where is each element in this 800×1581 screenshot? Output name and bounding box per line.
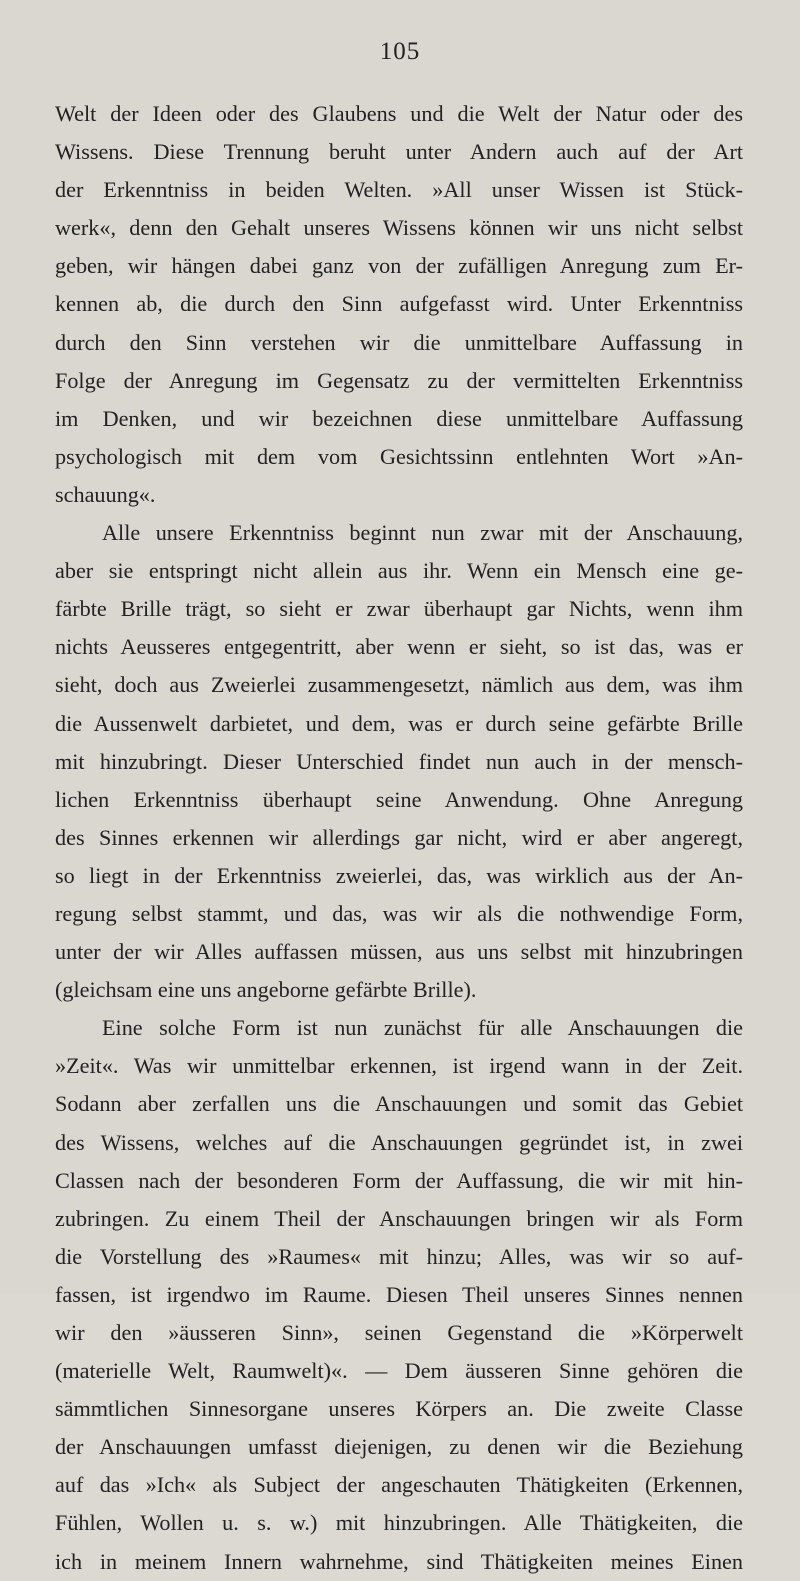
text-line: der Erkenntniss in beiden Welten. »All unser Wissen ist Stück- (55, 177, 743, 203)
text-line: Folge der Anregung im Gegensatz zu der vermittelten Erkenntniss (55, 367, 743, 393)
text-line: (materielle Welt, Raumwelt)«. — Dem äusseren Sinne gehören die (55, 1358, 743, 1384)
text-line: lichen Erkenntniss überhaupt seine Anwendung. Ohne Anregung (55, 786, 743, 812)
text-line: kennen ab, die durch den Sinn aufgefasst wird. Unter Erkenntniss (55, 291, 743, 317)
text-line: regung selbst stammt, und das, was wir als die nothwendige Form, (55, 900, 743, 926)
text-line: Fühlen, Wollen u. s. w.) mit hinzubringen. Alle Thätigkeiten, die (55, 1510, 743, 1536)
text-line: werk«, denn den Gehalt unseres Wissens können wir uns nicht selbst (55, 215, 743, 241)
text-line: des Wissens, welches auf die Anschauungen gegründet ist, in zwei (55, 1129, 743, 1155)
text-line: geben, wir hängen dabei ganz von der zufälligen Anregung zum Er- (55, 253, 743, 279)
text-line: fassen, ist irgendwo im Raume. Diesen Theil unseres Sinnes nennen (55, 1281, 743, 1307)
text-line: schauung«. (55, 481, 156, 507)
body-text (55, 95, 743, 1581)
text-line: der Anschauungen umfasst diejenigen, zu denen wir die Beziehung (55, 1434, 743, 1460)
text-line: Wissens. Diese Trennung beruht unter Andern auch auf der Art (55, 139, 743, 165)
page-number: 105 (379, 38, 421, 65)
text-line: wir den »äusseren Sinn», seinen Gegenstand die »Körperwelt (55, 1320, 743, 1345)
text-line: ich in meinem Innern wahrnehme, sind Thätigkeiten meines Einen (55, 1548, 743, 1574)
text-line: so liegt in der Erkenntniss zweierlei, das, was wirklich aus der An- (55, 862, 743, 888)
text-line: sieht, doch aus Zweierlei zusammengesetzt, nämlich aus dem, was ihm (55, 672, 743, 698)
text-line: unter der wir Alles auffassen müssen, aus uns selbst mit hinzubringen (55, 939, 743, 965)
text-line: Eine solche Form ist nun zunächst für alle Anschauungen die (102, 1015, 743, 1041)
text-line: zubringen. Zu einem Theil der Anschauungen bringen wir als Form (55, 1205, 743, 1231)
text-line: durch den Sinn verstehen wir die unmittelbare Auffassung in (55, 329, 743, 355)
text-line: mit hinzubringt. Dieser Unterschied findet nun auch in der mensch- (55, 748, 743, 774)
text-line: (gleichsam eine uns angeborne gefärbte Brille). (55, 977, 477, 1003)
text-line: Classen nach der besonderen Form der Auffassung, die wir mit hin- (55, 1167, 743, 1193)
text-line: nichts Aeusseres entgegentritt, aber wenn er sieht, so ist das, was er (55, 634, 743, 660)
text-line: die Aussenwelt darbietet, und dem, was er durch seine gefärbte Brille (55, 710, 743, 736)
text-line: die Vorstellung des »Raumes« mit hinzu; Alles, was wir so auf- (55, 1243, 743, 1269)
text-line: psychologisch mit dem vom Gesichtssinn entlehnten Wort »An- (55, 443, 743, 469)
text-line: »Zeit«. Was wir unmittelbar erkennen, ist irgend wann in der Zeit. (55, 1053, 743, 1079)
text-line: sämmtlichen Sinnesorgane unseres Körpers an. Die zweite Classe (55, 1396, 743, 1422)
text-line: Sodann aber zerfallen uns die Anschauungen und somit das Gebiet (55, 1091, 743, 1117)
text-line: Alle unsere Erkenntniss beginnt nun zwar mit der Anschauung, (102, 520, 743, 546)
text-line: im Denken, und wir bezeichnen diese unmittelbare Auffassung (55, 405, 743, 431)
text-line: aber sie entspringt nicht allein aus ihr. Wenn ein Mensch eine ge- (55, 558, 743, 584)
text-line: färbte Brille trägt, so sieht er zwar überhaupt gar Nichts, wenn ihm (55, 596, 743, 622)
text-line: Welt der Ideen oder des Glaubens und die Welt der Natur oder des (55, 101, 743, 126)
text-line: des Sinnes erkennen wir allerdings gar nicht, wird er aber angeregt, (55, 824, 743, 850)
text-line: auf das »Ich« als Subject der angeschauten Thätigkeiten (Erkennen, (55, 1472, 743, 1498)
